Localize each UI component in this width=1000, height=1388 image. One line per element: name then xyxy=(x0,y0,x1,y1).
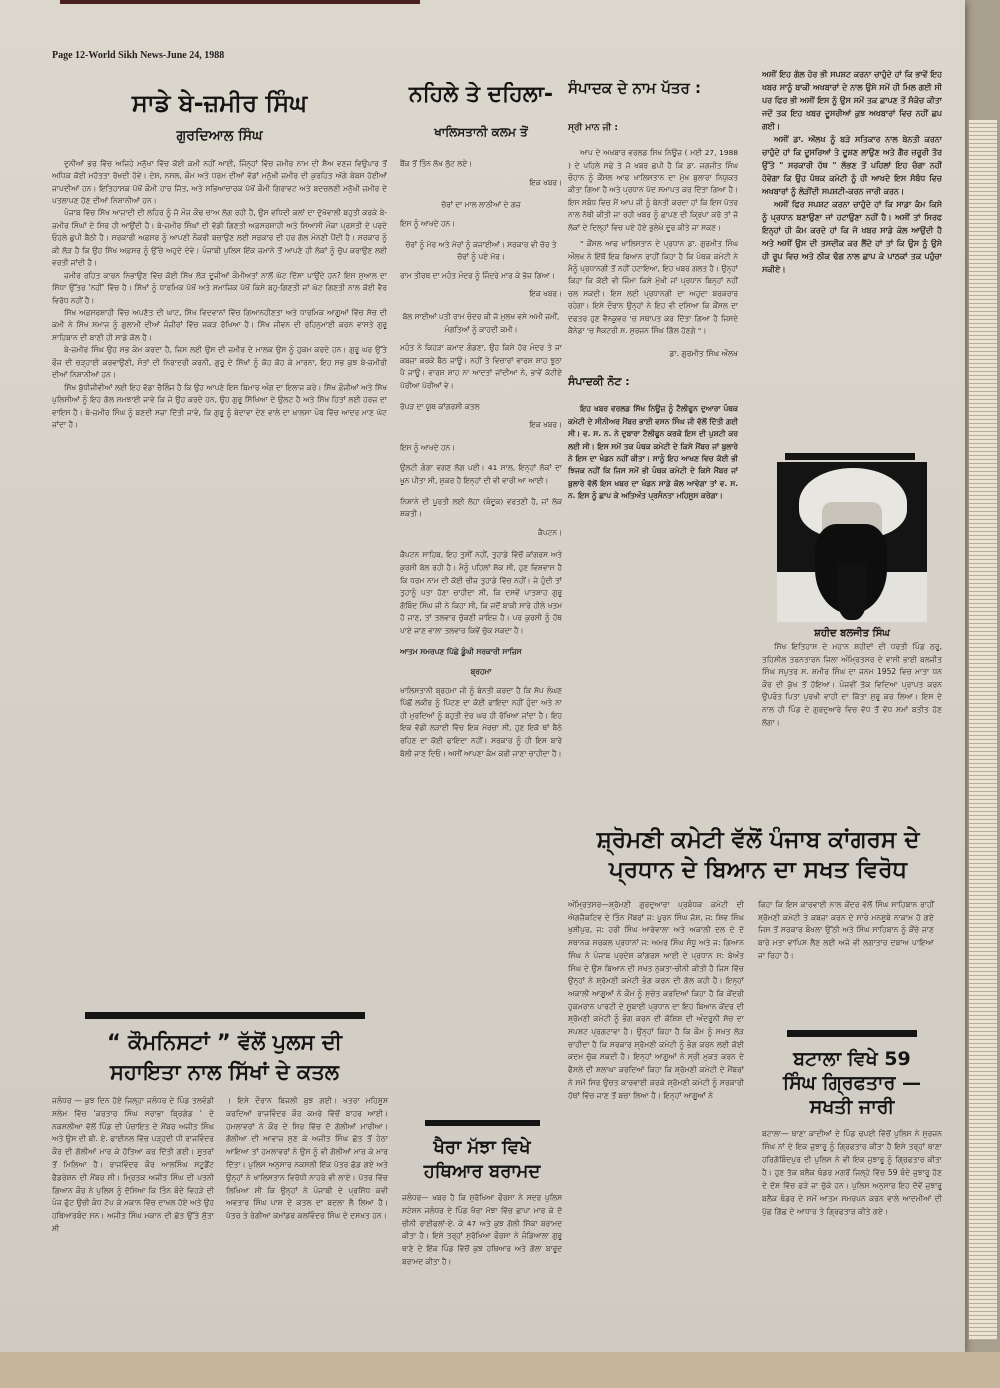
page-folio: Page 12-World Sikh News-June 24, 1988 xyxy=(52,50,225,61)
title-line: ਸਿੰਘ ਗ੍ਰਿਫਤਾਰ — xyxy=(782,1072,922,1094)
paragraph: ਸਿੱਖ ਅਫ਼ਸਰਸ਼ਾਹੀ ਵਿੱਚ ਅਪਣੱਤ ਦੀ ਘਾਟ, ਸਿੱਖ ਵਿਦਵਾਨਾਂ ਵਿੱਚ ਗਿਆਨਹੀਣਤਾ ਅਤੇ ਧਾਰਮਿਕ ਆਗੂਆਂ ਵਿੱਚ ਸੱਚ ਦੀ ਕਮੀ ਨੇ ਸਿੱਖ ਸਮਾਜ ਨੂੰ ਗੁਲਾਮੀ ਦੀਆਂ ਜੰਜ਼ੀਰਾਂ ਵਿੱਚ ਜਕੜ ਰੱਖਿਆ ਹੈ। ਸਿੱਖ ਜੀਵਨ ਦੀ ਰਹਿਨੁਮਾਈ ਕਰਨ ਵਾਸਤੇ ਗੁਰੂ ਸਾਹਿਬਾਨ ਦੀ ਬਾਣੀ ਹੀ ਸਾਡੇ ਕੋਲ ਹੈ। xyxy=(52,308,387,342)
column-snippet: ਰਾਮ ਤੀਰਥ ਦਾ ਮਹੰਤ ਮੰਦਰ ਨੂੰ ਜਿੰਦਰੇ ਮਾਰ ਕੇ ਭੱਜ ਗਿਆ। xyxy=(400,270,555,280)
article-title: ਸ਼੍ਰੋਮਣੀ ਕਮੇਟੀ ਵੱਲੋਂ ਪੰਜਾਬ ਕਾਂਗਰਸ ਦੇ ਪ੍ਰਧਾਨ ਦੇ ਬਿਆਨ ਦਾ ਸਖਤ ਵਿਰੋਧ xyxy=(596,827,920,883)
column-snippet: ਇਕ ਖਬਰ। xyxy=(529,177,562,187)
column-snippet: ਇਕ ਖਬਰ। xyxy=(529,420,562,430)
title-line: ਸਖਤੀ ਜਾਰੀ xyxy=(809,1096,895,1118)
photo-block xyxy=(762,462,942,807)
column-snippet: ਆਤਮ ਸਮਰਪਣ ਪਿੱਛੇ ਡੂੰਘੀ ਸਰਕਾਰੀ ਸਾਜ਼ਿਸ xyxy=(400,646,522,656)
article-title: ਨਹਿਲੇ ਤੇ ਦਹਿਲਾ- xyxy=(408,82,554,107)
divider-rule xyxy=(85,1012,365,1019)
photo-caption: ਸ਼ਹੀਦ ਬਲਜੀਤ ਸਿੰਘ xyxy=(814,628,890,639)
divider-rule xyxy=(785,453,915,460)
title-line: ਬਟਾਲਾ ਵਿਖੇ 59 xyxy=(793,1048,911,1070)
column-snippet: ਨਿਸ਼ਾਨੇ ਦੀ ਪੂਰਤੀ ਲਈ ਲੋਹਾ (ਬੰਦੂਕ) ਵਰਤਣੀ ਹੈ, ਜਾਂ ਲੋਕ ਸ਼ਕਤੀ। xyxy=(400,496,562,519)
column-snippet: ਰੋਪੜ ਦਾ ਯੂਥ ਕਾਂਗਰਸੀ ਕਤਲ xyxy=(400,401,480,411)
title-line: “ ਕੌਮਨਿਸਟਾਂ ” ਵੱਲੋਂ ਪੁਲਸ ਦੀ xyxy=(107,1030,342,1054)
column-snippet: ਇਸ ਨੂੰ ਆਖਦੇ ਹਨ। xyxy=(400,442,455,452)
article-title xyxy=(52,1027,397,1087)
divider-rule xyxy=(425,1120,540,1126)
editorial-note-heading: ਸੰਪਾਦਕੀ ਨੋਟ : xyxy=(568,375,630,389)
column-snippet: ਇਕ ਖਬਰ। xyxy=(529,289,562,299)
paragraph: ਦੁਨੀਆਂ ਭਰ ਵਿੱਚ ਅਜਿਹੇ ਮਨੁੱਖਾ ਵਿੱਚ ਕੋਈ ਕਮੀ ਨਹੀਂ ਆਈ, ਜਿੰਨ੍ਹਾਂ ਵਿੱਚ ਜ਼ਮੀਰ ਨਾਮ ਦੀ ਸ਼ੈਅ ਵਣਜ ਵਿਉਪਾਰ ਤੋਂ ਅਧਿਕ ਕੋਈ ਮਹੱਤਤਾ ਰੱਖਦੀ ਹੋਵੇ। ਦੇਸ਼, ਨਸਲ, ਕੌਮ ਅਤੇ ਧਰਮ ਦੀਆਂ ਵੱਡਾਂ ਮਨੁੱਖੀ ਜ਼ਮੀਰ ਦੀ ਕੁਰਹਿਤ ਅੱਗੇ ਬੇਬਸ ਹੋਈਆਂ ਜਾਪਦੀਆਂ ਹਨ। ਇਤਿਹਾਸਕ ਪੱਖੋਂ ਕੌਮੀ ਹਾਰ ਜਿੱਤ, ਅਤੇ ਸਭਿਆਚਾਰਕ ਪੱਖੋਂ ਕੌਮੀ ਗਿਰਾਵਟ ਅਤੇ ਬਦਚਲਣੀ ਮਨੁੱਖੀ ਜ਼ਮੀਰ ਦੇ ਪਤਲਾਪਣ ਹੋਣ ਦੀਆਂ ਨਿਸ਼ਾਨੀਆਂ ਹਨ। xyxy=(52,158,387,205)
column-snippet: ਕੈਪਟਨ। xyxy=(537,527,562,537)
column-snippet: ਬੋਲ ਸਾਈਆਂ ਪਤੀ ਰਾਮ ਚੰਦਰ ਕੀ ਜੋ ਮੁਲਖ ਵਸੇ ਅਮੀ ਜਮੀਂ, ਮੰਗਤਿਆਂ ਨੂੰ ਕਾਹਦੀ ਕਮੀ। xyxy=(402,312,560,334)
paragraph: ਸਿੱਖ ਬੁੱਧੀਜੀਵੀਆਂ ਲਈ ਇਹ ਵੱਡਾ ਚੈਲਿੰਜ ਹੈ ਕਿ ਉਹ ਆਪਣੇ ਇਸ ਬਿਮਾਰ ਅੰਗ ਦਾ ਇਲਾਜ ਕਰੇ। ਸਿੱਖ ਫ਼ੌਜੀਆਂ ਅਤੇ ਸਿੱਖ ਪੁਲਿਸੀਆਂ ਨੂੰ ਇਹ ਗੱਲ ਸਮਝਾਈ ਜਾਵੇ ਕਿ ਜੇ ਉਹ ਕਰਦੇ ਹਨ, ਉਹ ਗੁਰੂ ਸਿੱਖਿਆ ਦੇ ਉਲਟ ਹੈ ਅਤੇ ਸਿੱਖ ਹਿਤਾਂ ਲਈ ਹਰਜ਼ ਦਾ ਵਾਇਸ ਹੈ। ਬੇ-ਜ਼ਮੀਰ ਸਿੰਘ ਨੂੰ ਬਣਦੀ ਸਜ਼ਾ ਦਿੱਤੀ ਜਾਵੇ, ਕਿ ਗੁਰੂ ਨੂੰ ਬੇਦਾਵਾ ਦੇਣ ਵਾਲੇ ਦਾ ਖ਼ਾਲਸਾ ਪੰਥ ਵਿੱਚ ਆਦਰ ਮਾਣ ਘੱਟ ਜਾਂਦਾ ਹੈ। xyxy=(52,382,387,430)
title-line: ਸਹਾਇਤਾ ਨਾਲ ਸਿੱਖਾਂ ਦੇ ਕਤਲ xyxy=(109,1060,340,1084)
article-be-zameer-singh xyxy=(52,88,387,1003)
article-batala-arrests xyxy=(762,1030,942,1340)
paragraph: " ਕੌਂਸਲ ਆਫ ਖਾਲਿਸਤਾਨ ਦੇ ਪ੍ਰਧਾਨ ਡਾ. ਗੁਰਮੀਤ ਸਿੰਘ ਔਲਖ ਨੇ ਇੱਥੋਂ ਇਕ ਬਿਆਨ ਰਾਹੀਂ ਕਿਹਾ ਹੈ ਕਿ ਪੰਥਕ ਕਮੇਟੀ ਨੇ ਮੈਨੂੰ ਪ੍ਰਧਾਨਗੀ ਤੋਂ ਨਹੀਂ ਹਟਾਇਆ, ਇਹ ਖਬਰ ਗਲਤ ਹੈ। ਉਨ੍ਹਾਂ ਕਿਹਾ ਕਿ ਕੋਈ ਵੀ ਜਿੰਮਾ ਕਿਸੇ ਮੁੱਖੀ ਜਾਂ ਪ੍ਰਧਾਨ ਬਿਨ੍ਹਾਂ ਨਹੀਂ ਚਲ ਸਕਦੀ। ਇਸ ਲਈ ਪ੍ਰਧਾਨਗੀ ਦਾ ਅਹੁਦਾ ਬਰਕਰਾਰ ਰਹੇਗਾ। ਇਸੇ ਦੌਰਾਨ ਉਨ੍ਹਾਂ ਨੇ ਇਹ ਵੀ ਦਸਿਆ ਕਿ ਕੌਂਸਲ ਦਾ ਦਫਤਰ ਹੁਣ ਵੈਨਕੂਵਰ 'ਚ ਸਥਾਪਤ ਕਰ ਦਿੱਤਾ ਗਿਆ ਹੈ ਜਿਸਦੇ ਕੈਨੇਡਾ 'ਚ ਸੈਕਟਰੀ ਸ. ਸੁਰਜਨ ਸਿੰਘ ਗਿੱਲ ਹੋਣਗੇ "। xyxy=(568,239,738,335)
paragraph: ਅਸੀਂ ਇਹ ਗੱਲ ਹੋਰ ਭੀ ਸਪਸ਼ਟ ਕਰਨਾ ਚਾਹੁੰਦੇ ਹਾਂ ਕਿ ਭਾਵੇਂ ਇਹ ਖਬਰ ਸਾਨੂੰ ਬਾਕੀ ਅਖਬਾਰਾਂ ਦੇ ਨਾਲ ਉਸੇ ਸਮੇਂ ਹੀ ਮਿਲ ਗਈ ਸੀ ਪਰ ਫਿਰ ਭੀ ਅਸੀਂ ਇਸ ਨੂੰ ਉਸ ਸਮੇਂ ਤਕ ਛਾਪਣ ਤੋਂ ਸੰਕੋਚ ਕੀਤਾ ਜਦੋਂ ਤਕ ਇਹ ਖਬਰ ਦੂਸਰੀਆਂ ਕੁਝ ਅਖਬਾਰਾਂ ਵਿਚ ਨਹੀਂ ਛਪ ਗਈ। xyxy=(762,70,942,131)
paragraph: ਬੇ-ਜ਼ਮੀਰ ਸਿੰਘ ਉਹ ਸਭ ਕੰਮ ਕਰਦਾ ਹੈ, ਜਿਸ ਲਈ ਉਸ ਦੀ ਜ਼ਮੀਰ ਦੇ ਮਾਲਕ ਉਸ ਨੂੰ ਹੁਕਮ ਕਰਦੇ ਹਨ। ਗੁਰੂ ਘਰ ਉੱਤੇ ਫੌਜ ਦੀ ਚੜ੍ਹਾਈ ਕਰਵਾਉਣੀ, ਸੰਤਾਂ ਦੀ ਨਿਰਾਦਰੀ ਕਰਨੀ, ਗੁਰੂ ਦੇ ਸਿੱਖਾਂ ਨੂੰ ਕੋਹ ਕੋਹ ਕੇ ਮਾਰਨਾ, ਇਹ ਸਭ ਕੁਝ ਬੇ-ਜ਼ਮੀਰੀ ਦੀਆਂ ਨਿਸ਼ਾਨੀਆਂ ਹਨ। xyxy=(52,345,387,380)
divider-rule xyxy=(787,1030,917,1037)
article-letter-to-editor xyxy=(568,80,738,830)
article-body xyxy=(762,68,942,276)
top-edge-band xyxy=(60,0,420,4)
paragraph: ਅਸੀਂ ਫਿਰ ਸਪਸ਼ਟ ਕਰਨਾ ਚਾਹੁੰਦੇ ਹਾਂ ਕਿ ਸਾਡਾ ਕੰਮ ਕਿਸੇ ਨੂੰ ਪ੍ਰਧਾਨ ਬਣਾਉਣਾ ਜਾਂ ਹਟਾਉਣਾ ਨਹੀਂ ਹੈ। ਅਸੀਂ ਤਾਂ ਸਿਰਫ ਇਨ੍ਹਾਂ ਹੀ ਕੰਮ ਕਰਦੇ ਹਾਂ ਕਿ ਜੋ ਖਬਰ ਸਾਡੇ ਕੋਲ ਆਉਂਦੀ ਹੈ ਅਤੇ ਅਸੀਂ ਉਸ ਦੀ ਤਸਦੀਕ ਕਰ ਲੈਂਦੇ ਹਾਂ ਤਾਂ ਕਿ ਉਸ ਨੂੰ ਉਸੇ ਹੀ ਰੂਪ ਵਿਚ ਅਤੇ ਠੀਕ ਢੰਗ ਨਾਲ ਛਾਪ ਕੇ ਪਾਠਕਾਂ ਤਕ ਪਹੁੰਚਾ ਸਕੀਏ। xyxy=(762,200,942,274)
photo-text xyxy=(762,641,942,729)
paragraph: ਸਿੱਖ ਇਤਿਹਾਸ ਦੇ ਮਹਾਨ ਸ਼ਹੀਦਾਂ ਦੀ ਧਰਤੀ ਪਿੰਡ ਠਰੂ, ਤਹਿਸੀਲ ਤਰਨਤਾਰਨ ਜਿਲਾ ਅੰਮ੍ਰਿਤਸਰ ਦੇ ਵਾਸੀ ਭਾਈ ਬਲਜੀਤ ਸਿੰਘ ਸਪੁਤਰ ਸ. ਸ਼ਮੀਰ ਸਿੰਘ ਦਾ ਜਨਮ 1952 ਵਿਚ ਮਾਤਾ ਧਨ ਕੌਰ ਦੀ ਕੁੱਖ ਤੋਂ ਹੋਇਆ। ਪੰਜਵੀਂ ਤੱਕ ਵਿਦਿਆ ਪ੍ਰਾਪਤ ਕਰਨ ਉਪਰੰਤ ਪਿਤਾ ਪੁਰਖੀ ਵਾਹੀ ਦਾ ਕਿੱਤਾ ਸ਼ੁਰੂ ਕਰ ਲਿਆ। ਇਸ ਦੇ ਨਾਲ ਹੀ ਪਿੰਡ ਦੇ ਗੁਰਦੁਆਰੇ ਵਿਚ ਵੱਧ ਤੋਂ ਵੱਧ ਸਮਾਂ ਬਤੀਤ ਹੋਣ ਲੱਗਾ। xyxy=(762,642,942,727)
measuring-ruler xyxy=(968,120,997,1340)
column-snippet: ਕੈਪਟਨ ਸਾਹਿਬ, ਇਹ ਤੁਸੀਂ ਨਹੀਂ, ਤੁਹਾਡੇ ਵਿੱਚੋਂ ਕਾਂਗਰਸ ਅਤੇ ਕੁਰਸੀ ਬੋਲ ਰਹੀ ਹੈ। ਮੈਨੂੰ ਪਹਿਲਾਂ ਸ਼ੱਕ ਸੀ, ਹੁਣ ਵਿਸ਼ਵਾਸ ਹੈ ਕਿ ਧਰਮ ਨਾਮ ਦੀ ਕੋਈ ਚੀਜ਼ ਤੁਹਾਡੇ ਵਿੱਚ ਨਹੀਂ। ਜੇ ਹੁੰਦੀ ਤਾਂ ਤੁਹਾਨੂੰ ਪਤਾ ਹੋਣਾ ਚਾਹੀਦਾ ਸੀ, ਕਿ ਦਸਵੇਂ ਪਾਤਸ਼ਾਹ ਗੁਰੂ ਗੋਬਿੰਦ ਸਿੰਘ ਜੀ ਨੇ ਕਿਹਾ ਸੀ, ਕਿ ਜਦੋਂ ਬਾਕੀ ਸਾਰੇ ਹੀਲੇ ਖਤਮ ਹੋ ਜਾਣ, ਤਾਂ ਤਲਵਾਰ ਚੁੱਕਣੀ ਜਾਇਜ਼ ਹੈ। ਪਰ ਕੁਰਸੀ ਨੂੰ ਹੱਥ ਪਾਏ ਜਾਣ ਵਾਲਾ ਤਲਵਾਰ ਕਿਵੇਂ ਚੁੱਕ ਸਕਦਾ ਹੈ। xyxy=(400,550,562,635)
article-body: ਬਟਾਲਾ— ਥਾਣਾ ਕਾਦੀਆਂ ਦੇ ਪਿੰਡ ਢਪਈ ਵਿੱਚੋਂ ਪੁਲਿਸ ਨੇ ਸੁਰਜਨ ਸਿੰਘ ਨਾਂ ਦੇ ਇਕ ਜੁਝਾਰੂ ਨੂੰ ਗ੍ਰਿਫਤਾਰ ਕੀਤਾ ਹੈ ਇਸੇ ਤਰ੍ਹਾਂ ਥਾਣਾ ਹਰਿਗੋਬਿੰਦਪੁਰ ਦੀ ਪੁਲਿਸ ਨੇ ਵੀ ਇਕ ਜੁਝਾਰੂ ਨੂੰ ਗ੍ਰਿਫਤਾਰ ਕੀਤਾ ਹੈ। ਹੁਣ ਤੱਕ ਬਲੈਕ ਥੰਡਰ ਮਗਰੋਂ ਜਿਲ੍ਹੇ ਵਿੱਚ 59 ਬੰਦੇ ਜੁਝਾਰੂ ਹੋਣ ਦੇ ਦੋਸ਼ ਵਿੱਚ ਫੜੇ ਜਾ ਚੁੱਕੇ ਹਨ। ਪੁਲਿਸ ਅਨੁਸਾਰ ਇਹ ਦੋਵੇਂ ਜੁਝਾਰੂ ਬਲੈਕ ਥੰਡਰ ਦੇ ਸਮੇਂ ਆਤਮ ਸਮਰਪਨ ਕਰਨ ਵਾਲੇ ਆਦਮੀਆਂ ਦੀ ਪੁੱਛ ਗਿੱਛ ਦੇ ਆਧਾਰ ਤੇ ਗ੍ਰਿਫਤਾਰ ਕੀਤੇ ਗਏ। xyxy=(762,1129,942,1216)
article-nahile-te-dahila xyxy=(400,82,562,1102)
article-body: ਜਲੰਧਰ— ਖਬਰ ਹੈ ਕਿ ਸੁਰੱਖਿਆ ਫੌਰਸਾ ਨੇ ਸਦਰ ਪੁਲਿਸ ਸਟੇਸ਼ਨ ਜਲੰਧਰ ਦੇ ਪਿੰਡ ਖੈਰਾ ਮੱਝਾ ਵਿੱਚ ਛਾਪਾ ਮਾਰ ਕੇ ਦੋ ਚੀਨੀ ਰਾਈਫਲਾਂ-ਏ. ਕੇ 47 ਅਤੇ ਕੁਝ ਗੋਲੀ ਸਿੱਕਾ ਬਰਾਮਦ ਕੀਤਾ ਹੈ। ਇਸੇ ਤਰ੍ਹਾਂ ਸੁਰੱਖਿਆ ਫੌਰਸਾ ਨੇ ਜੰਡਿਆਲਾ ਗੁਰੂ ਥਾਣੇ ਦੇ ਇੱਕ ਪਿੰਡ ਵਿੱਚੋਂ ਕੁਝ ਹਥਿਆਰ ਅਤੇ ਗੋਲਾ ਬਾਰੂਦ ਬਰਾਮਦ ਕੀਤਾ ਹੈ। xyxy=(402,1193,562,1266)
article-letter-continued xyxy=(762,68,942,448)
article-body-col1: ਅੰਮ੍ਰਿਤਸਰ—ਸ਼੍ਰੋਮਣੀ ਗੁਰਦੁਆਰਾ ਪ੍ਰਬੰਧਕ ਕਮੇਟੀ ਦੀ ਐਗਜ਼ੈਕਟਿਵ ਦੇ ਤਿੰਨ ਮੈਂਬਰਾਂ ਜ: ਪੂਰਨ ਸਿੰਘ ਜੋਸ਼, ਜ: ਸ਼ਿਵ ਸਿੰਘ ਖੁਸ਼ੀਪੁਰ, ਜ: ਹਰੀ ਸਿੰਘ ਆਰੇਵਾਲਾ ਅਤੇ ਅਕਾਲੀ ਦਲ ਦੇ ਦੋ ਸਥਾਨਕ ਸਰਕਲ ਪ੍ਰਧਾਨਾਂ ਜ: ਅਮਰ ਸਿੰਘ ਸੰਧੂ ਅਤੇ ਜ: ਗਿਆਨ ਸਿੰਘ ਨੇ ਪੰਜਾਬ ਪ੍ਰਦੇਸ਼ ਕਾਂਗਰਸ ਆਈ ਦੇ ਪ੍ਰਧਾਨ ਸ: ਬੇਅੰਤ ਸਿੰਘ ਦੇ ਉਸ ਬਿਆਨ ਦੀ ਸਖਤ ਨੁਕਤਾ-ਚੀਨੀ ਕੀਤੀ ਹੈ ਜਿਸ ਵਿੱਚ ਉਨ੍ਹਾਂ ਨੇ ਸ਼੍ਰੋਮਣੀ ਕਮੇਟੀ ਭੰਗ ਕਰਨ ਦੀ ਗੱਲ ਕਹੀ ਹੈ। ਇਨ੍ਹਾਂ ਅਕਾਲੀ ਆਗੂਆਂ ਨੇ ਕੌਮ ਨੂੰ ਸੁਚੇਤ ਕਰਦਿਆਂ ਕਿਹਾ ਹੈ ਕਿ ਕੇਂਦਰੀ ਹੁਕਮਰਾਨ ਪਾਰਟੀ ਦੇ ਸੂਬਾਈ ਪ੍ਰਧਾਨ ਦਾ ਇਹ ਬਿਆਨ ਕੇਂਦਰ ਦੀ ਸ਼੍ਰੋਮਣੀ ਕਮੇਟੀ ਨੂੰ ਭੰਗ ਕਰਨ ਦੀ ਕੋਸ਼ਿਸ਼ ਦੀ ਅੰਦਰੂਨੀ ਸੋਚ ਦਾ ਸਪਸ਼ਟ ਪ੍ਰਗਟਾਵਾ ਹੈ। ਉਨ੍ਹਾਂ ਕਿਹਾ ਹੈ ਕਿ ਕੌਮ ਨੂੰ ਸਖਤ ਲੋੜ ਚਾਹੀਦਾ ਹੈ ਕਿ ਸਰਕਾਰ ਸ਼੍ਰੋਮਣੀ ਕਮੇਟੀ ਨੂੰ ਭੰਗ ਕਰਨ ਲਈ ਕੋਈ ਕਦਮ ਚੁੱਕ ਸਕਦੀ ਹੈ। ਇਨ੍ਹਾਂ ਆਗੂਆਂ ਨੇ ਸ੍ਰੀ ਮੁਕਤ ਕਰਨ ਦੇ ਫੈਸਲੇ ਦੀ ਸ਼ਲਾਘਾ ਕਰਦਿਆਂ ਕਿਹਾ ਕਿ ਸ਼੍ਰੋਮਣੀ ਕਮੇਟੀ ਦੇ ਮੈਂਬਰਾਂ ਨੇ ਸਮੇਂ ਸਿਰ ਉਚਤ ਕਾਰਵਾਈ ਕਰਕੇ ਸ਼੍ਰੋਮਣੀ ਕਮੇਟੀ ਨੂੰ ਸਰਕਾਰੀ ਹੱਥਾਂ ਵਿੱਚ ਜਾਣ ਤੋਂ ਬਚਾ ਲਿਆ ਹੈ। ਇਨ੍ਹਾਂ ਆਗੂਆਂ ਨੇ xyxy=(568,900,744,1100)
portrait-photo xyxy=(777,462,927,622)
paragraph: ਇਹ ਖਬਰ ਵਰਲਡ ਸਿੱਖ ਨਿਊਜ਼ ਨੂੰ ਟੈਲੀਫੂਨ ਦੁਆਰਾ ਪੰਥਕ ਕਮੇਟੀ ਦੇ ਸੀਨੀਅਰ ਮੈਂਬਰ ਭਾਈ ਵਸਨ ਸਿੰਘ ਜੀ ਵੱਲੋਂ ਦਿੱਤੀ ਗਈ ਸੀ। ਵ. ਸ. ਨ. ਨੇ ਦੁਬਾਰਾ ਟੈਲੀਫੂਨ ਕਰਕੇ ਇਸ ਦੀ ਪੁਸ਼ਟੀ ਕਰ ਲਈ ਸੀ। ਇਸ ਸਮੇਂ ਤਕ ਪੰਥਕ ਕਮੇਟੀ ਦੇ ਕਿਸੇ ਮੈਂਬਰ ਜਾਂ ਬੁਲਾਰੇ ਨੇ ਇਸ ਦਾ ਖੰਡਨ ਨਹੀਂ ਕੀਤਾ। ਸਾਨੂੰ ਇਹ ਆਖਣ ਵਿਚ ਕੋਈ ਭੀ ਝਿਜਕ ਨਹੀਂ ਕਿ ਜਿਸ ਸਮੇਂ ਭੀ ਪੰਥਕ ਕਮੇਟੀ ਦੇ ਕਿਸੇ ਮੈਂਬਰ ਜਾਂ ਬੁਲਾਰੇ ਵੱਲੋਂ ਇਸ ਖਬਰ ਦਾ ਖੰਡਨ ਸਾਡੇ ਕੋਲ ਆਵੇਗਾ ਤਾਂ ਵ. ਸ. ਨ. ਇਸ ਨੂੰ ਛਾਪ ਕੇ ਅਤਿਅੰਤ ਪ੍ਰਸੰਨਤਾ ਮਹਿਸੂਸ ਕਰੇਗਾ। xyxy=(568,404,738,501)
column-snippet: ਚੋਰਾਂ ਨੂੰ ਮੋਰ ਅਤੇ ਮੋਰਾਂ ਨੂੰ ਕਜਾਈਆਂ। ਸਰਕਾਰ ਵੀ ਚੋਰ ਤੇ ਚੋਰਾਂ ਨੂੰ ਪਏ ਮੋਰ। xyxy=(405,239,557,262)
paragraph: ਆਪ ਦੇ ਅਖਬਾਰ ਵਰਲਡ ਸਿਖ ਨਿਊਜ਼ ( ਮਈ 27, 1988 ) ਦੇ ਪਹਿਲੇ ਸਫੇ ਤੇ ਜੋ ਖਬਰ ਛਪੀ ਹੈ ਕਿ ਡਾ. ਜਗਜੀਤ ਸਿੰਘ ਚੌਹਾਨ ਨੂੰ ਕੌਂਸਲ ਆਫ ਖਾਲਿਸਤਾਨ ਦਾ ਮੁੱਖ ਬੁਲਾਰਾ ਨਿਯੁਕਤ ਕੀਤਾ ਗਿਆ ਹੈ ਅਤੇ ਪ੍ਰਧਾਨ ਪੱਦ ਸਮਾਪਤ ਕਰ ਦਿੱਤਾ ਗਿਆ ਹੈ। ਇਸ ਸਬੰਧ ਵਿਚ ਮੈਂ ਆਪ ਜੀ ਨੂੰ ਬੇਨਤੀ ਕਰਦਾ ਹਾਂ ਕਿ ਇਸ ਪੱਤਰ ਨਾਲ ਨੱਥੀ ਕੀਤੀ ਜਾ ਰਹੀ ਖਬਰ ਨੂੰ ਛਾਪਣ ਦੀ ਕ੍ਰਿਪਾ ਕਰੋ ਤਾਂ ਜੋ ਲੋਕਾਂ ਦੇ ਦਿਲ੍ਹਾਂ ਵਿਚ ਪਏ ਹੋਏ ਭੁਲੇਖੇ ਦੂਰ ਕੀਤੇ ਜਾ ਸਕਣ। xyxy=(568,148,738,232)
editorial-note-body xyxy=(568,403,738,502)
article-khaira-majha-weapons xyxy=(402,1120,562,1345)
paragraph: ਕਿਹਾ ਕਿ ਇਸ ਕਾਰਵਾਈ ਨਾਲ ਕੇਂਦਰ ਵੱਲੋਂ ਸਿੰਘ ਸਾਹਿਬਾਨ ਰਾਹੀਂ ਸ਼੍ਰੋਮਣੀ ਕਮੇਟੀ ਤੇ ਕਬਜ਼ਾ ਕਰਨ ਦੇ ਸਾਰੇ ਮਨਸੂਬੇ ਨਾਕਾਮ ਹੋ ਗਏ ਜਿਸ ਤੋਂ ਸਰਕਾਰ ਬੌਖਲਾ ਉੱਠੀ ਅਤੇ ਸਿੰਘ ਸਾਹਿਬਾਨ ਨੂੰ ਕੌਂਚੇ ਜਾਣ ਬਾਰੇ ਮਤਾ ਵਾਪਿਸ ਲੈਣ ਲਈ ਅਜੇ ਵੀ ਲਗਾਤਾਰ ਦਬਾਅ ਪਾਇਆ ਜਾ ਰਿਹਾ ਹੈ। xyxy=(758,900,934,960)
column-snippet: ਮਹੰਤ ਨੇ ਕਿਹੜਾ ਕਮਾਦ ਗੰਡਣਾ, ਉਹ ਕਿਸੇ ਹੋਰ ਮੰਦਰ ਤੇ ਜਾ ਕਬਜ਼ਾ ਕਰਕੇ ਬੈਠ ਜਾਊ। ਨਹੀਂ ਤੇ ਵਿਚਾਰਾਂ ਵਾਰਸ਼ ਸ਼ਾਹ ਝੂਠਾ ਪੈ ਜਾਊ। ਵਾਰਸ਼ ਸ਼ਾਹ ਨਾ ਆਦਤਾਂ ਜਾਂਦੀਆ ਨੇ, ਭਾਵੇਂ ਕੱਟੀਏ ਪੋਰੀਆ ਪੋਰੀਆਂ ਵੇ। xyxy=(400,343,562,391)
column-snippet: ਬੈਂਕ ਤੋਂ ਤਿੰਨ ਲੱਖ ਲੁੱਟ ਲਏ। xyxy=(400,159,473,169)
article-body xyxy=(568,147,738,337)
article-body xyxy=(52,158,387,432)
table-surface xyxy=(0,1352,1000,1388)
article-body-col1: ਜਲੰਧਰ — ਕੁਝ ਦਿਨ ਹੋਏ ਜਿਲ੍ਹਾ ਜਲੰਧਰ ਦੇ ਪਿੰਡ ਤਲਵੰਡੀ ਸਲੇਮ ਵਿੱਚ 'ਕਰਤਾਰ ਸਿੰਘ ਸਰਾਭਾ ਬ੍ਰਿਗੇਡ ' ਦੇ ਨਕਸਲੀਆ ਵੱਲੋਂ ਪਿੰਡ ਦੀ ਪੰਚਾਇਤ ਦੇ ਮੈਂਬਰ ਅਜੀਤ ਸਿੰਘ ਅਤੇ ਉਸ ਦੀ ਬੀ. ਏ. ਫਾਈਨਲ ਵਿੱਚ ਪੜ੍ਹਦੀ ਧੀ ਰਾਜਵਿੰਦਰ ਕੌਰ ਦੀ ਗੋਲੀਆਂ ਮਾਰ ਕੇ ਹੱਤਿਆ ਕਰ ਦਿੱਤੀ ਗਈ। ਸੂਤਰਾਂ ਤੋਂ ਮਿਲਿਆ ਹੈ। ਰਾਜਵਿੰਦਰ ਕੌਰ ਆਲਸਿੰਘ ਸਟੂਡੈਂਟ ਫੈਡਰੇਸ਼ਨ ਦੀ ਮੈਂਬਰ ਸੀ। ਮ੍ਰਿਤਕ ਅਜੀਤ ਸਿੰਘ ਦੀ ਪਤਨੀ ਗਿਆਨ ਕੌਰ ਨੇ ਪੁਲਿਸ ਨੂੰ ਦੱਸਿਆ ਕਿ ਤਿੰਨ ਬੰਦੇ ਵਿਹੜੇ ਦੀ ਪੰਜ ਫੁੱਟ ਉਚੀ ਕੰਧ ਟੱਪ ਕੇ ਮਕਾਨ ਵਿੱਚ ਦਾਖਲ ਹੋਏ ਅਤੇ ਉਹ ਹਥਿਆਰਬੰਦ ਸਨ। ਅਜੀਤ ਸਿੰਘ ਮਕਾਨ ਦੀ ਛੱਤ ਉੱਤੇ ਸੁੱਤਾ ਸੀ xyxy=(52,1096,214,1233)
paragraph: ਜ਼ਮੀਰ ਰਹਿਤ ਕਾਰਨ ਨਿਭਾਉਣ ਵਿੱਚ ਕੋਈ ਸਿੱਖ ਲੋੜ ਦੂਜੀਆਂ ਕੌਮੀਅਤਾਂ ਨਾਲੋਂ ਘੱਟ ਦਿੱਸਾ ਪਾਉਂਦੇ ਹਨ? ਇਸ ਸੁਆਲ ਦਾ ਸਿੱਧਾ ਉੱਤਰ 'ਨਹੀਂ' ਵਿੱਚ ਹੈ। ਸਿੱਖਾਂ ਨੂੰ ਧਾਰਮਿਕ ਪੱਖੋਂ ਅਤੇ ਸਮਾਜਿਕ ਪੱਖੋਂ ਕਿਸੇ ਬਹੁ-ਗਿਣਤੀ ਜਾਂ ਘੱਟ ਗਿਣਤੀ ਨਾਲ ਕੋਈ ਵੈਰ ਵਿਰੋਧ ਨਹੀਂ ਹੈ। xyxy=(52,270,387,305)
paragraph: ਅਸੀਂ ਡਾ. ਔਲਖ ਨੂੰ ਬੜੇ ਸਤਿਕਾਰ ਨਾਲ ਬੇਨਤੀ ਕਰਨਾ ਚਾਹੁੰਦੇ ਹਾਂ ਕਿ ਦੂਸਰਿਆਂ ਤੇ ਦੂਸ਼ਣ ਲਾਉਣ ਅਤੇ ਗੈਰ ਜ਼ਰੂਰੀ ਤੌਰ ਉੱਤੇ " ਸਰਕਾਰੀ ਹੱਥ " ਲੱਭਣ ਤੋਂ ਪਹਿਲਾਂ ਇਹ ਚੰਗਾ ਨਹੀਂ ਹੋਵੇਗਾ ਕਿ ਉਹ ਪੰਥਕ ਕਮੇਟੀ ਨੂੰ ਹੀ ਆਖਦੇ ਇਸ ਸੰਬੰਧ ਵਿਚ ਅਖਬਾਰਾਂ ਨੂੰ ਲੋੜੀਂਦੀ ਸਪਸ਼ਟੀ-ਕਰਨ ਜਾਰੀ ਕਰਨ। xyxy=(762,135,942,196)
paragraph: ਪੰਜਾਬ ਵਿੱਚ ਸਿੱਖ ਆਜ਼ਾਦੀ ਦੀ ਲਹਿਰ ਨੂੰ ਜੋ ਮੌਜ ਕੌਢ ਚਾਅ ਲੱਗ ਰਹੀ ਹੈ, ਉਸ ਵਧਿਦੀ ਕਲਾਂ ਦਾ ਦੁੱਖੋਵਾਲੀ ਬਹੁਤੀ ਕਰਕੇ ਬੇ-ਜ਼ਮੀਰ ਸਿੰਘਾਂ ਦੇ ਸਿਰ ਹੀ ਆਉਂਦੀ ਹੈ। ਬੇ-ਜ਼ਮੀਰ ਸਿੰਘਾਂ ਦੀ ਵੱਡੀ ਗਿਣਤੀ ਅਫ਼ਸਰਸ਼ਾਹੀ ਅਤੇ ਸਿਆਸੀ ਮੌਕਾ ਪ੍ਰਸਤੀ ਦੇ ਪਰਦੇ ਓਹਲੇ ਛੁਪੀ ਬੈਠੀ ਹੈ। ਸਰਕਾਰੀ ਅਫ਼ਸਰ ਨੂੰ ਆਪਣੀ ਨੌਕਰੀ ਬਚਾਉਣ ਲਈ ਸਰਕਾਰ ਦੀ ਹਰ ਗੱਲ ਮੰਨਣੀ ਪੈਂਦੀ ਹੈ। ਸਰਕਾਰ ਨੂੰ ਕੀ ਲੋੜ ਹੈ ਕਿ ਉਹ ਸਿੱਖ ਅਫ਼ਸਰ ਨੂੰ ਉੱਚੇ ਅਹੁਦੇ ਦੇਵੇ। ਪੰਜਾਬੀ ਪੁਲਿਸ ਇੱਕ ਜ਼ਮਾਨੇ ਤੋਂ ਆਪਣੇ ਹੀ ਲੋਕਾਂ ਨੂੰ ਚੁੱਪ ਕਰਾਉਣ ਲਈ ਵਰਤੀ ਜਾਂਦੀ ਹੈ। xyxy=(52,208,387,268)
article-title: ਸੰਪਾਦਕ ਦੇ ਨਾਮ ਪੱਤਰ : xyxy=(568,80,702,97)
article-body xyxy=(400,158,562,760)
title-line: ਖੈਰਾ ਮੱਝਾ ਵਿਖੇ xyxy=(433,1137,531,1158)
article-body-col2: । ਇਸੇ ਦੌਰਾਨ ਬਿਜਲੀ ਬੁਝ ਗਈ। ਖਤਰਾ ਮਹਿਸੂਸ ਕਰਦਿਆਂ ਰਾਜਵਿੰਦਰ ਕੌਰ ਕਮਰੇ ਵਿੱਚੋਂ ਬਾਹਰ ਆਈ। ਹਮਲਾਵਰਾਂ ਨੇ ਕੌਰ ਦੇ ਸਿਰ ਵਿੱਚ ਦੋ ਗੋਲੀਆਂ ਮਾਰੀਆ। ਗੋਲੀਆ ਦੀ ਆਵਾਜ਼ ਸੁਣ ਕੇ ਅਜੀਤ ਸਿੰਘ ਛੱਤ ਤੋਂ ਹੇਠਾ ਆਇਆ ਤਾਂ ਹਮਲਾਵਰਾਂ ਨੇ ਉਸ ਨੂੰ ਵੀ ਗੋਲੀਆਂ ਮਾਰ ਕੇ ਮਾਰ ਦਿੱਤਾ। ਪੁਲਿਸ ਅਨੁਸਾਰ ਨਕਸਲੀ ਇੱਕ ਪੱਤਰ ਛੱਡ ਗਏ ਅਤੇ ਉਨ੍ਹਾਂ ਨੇ ਖਾਲਿਸਤਾਨ ਵਿਰੋਧੀ ਨਾਹਰੇ ਵੀ ਲਾਏ। ਪੱਤਰ ਵਿੱਚ ਲਿਖਿਆ ਸੀ ਕਿ ਉਨ੍ਹਾਂ ਨੇ ਪੰਜਾਬੀ ਦੇ ਪ੍ਰਸਿੱਧ ਕਵੀ ਅਵਤਾਰ ਸਿੰਘ ਪਾਸ਼ ਦੇ ਕਤਲ ਦਾ ਬਦਲਾ ਲੈ ਲਿਆ ਹੈ। ਪੱਤਰ ਤੇ ਰੇਗੀਆ ਕਮਾਂਡਰ ਕਲਵਿੰਦਰ ਸਿੰਘ ਦੇ ਦਸਖਤ ਹਨ। xyxy=(226,1096,388,1221)
column-snippet: ਚੋਰਾਂ ਦਾ ਮਾਲ ਲਾਠੀਆਂ ਦੇ ਗਜ਼ xyxy=(441,200,521,210)
article-byline: ਗੁਰਦਿਆਲ ਸਿੰਘ xyxy=(176,127,263,144)
article-columns xyxy=(52,1095,397,1236)
article-communists-killings xyxy=(52,1012,397,1347)
column-snippet: ਉਲਟੀ ਗੰਗਾ ਵਗਣ ਲੱਗ ਪਈ। 41 ਸਾਲ, ਇਨ੍ਹਾਂ ਲੋਕਾਂ ਦਾ ਖੂਨ ਪੀਤਾ ਸੀ, ਸ਼ੁਕਰ ਹੈ ਇਨ੍ਹਾਂ ਦੀ ਵੀ ਵਾਰੀ ਆ ਆਈ। xyxy=(400,463,562,485)
article-byline: ਖਾਲਿਸਤਾਨੀ ਕਲਮ ਤੋਂ xyxy=(434,125,528,140)
column-snippet: ਖਾਲਿਸਤਾਨੀ ਬ੍ਰਹਮਾ ਜੀ ਨੂੰ ਬੇਨਤੀ ਕਰਦਾ ਹੈ ਕਿ ਸੱਪ ਲੰਘਣ ਪਿੱਛੋਂ ਲਕੀਰ ਨੂੰ ਪਿੱਟਣ ਦਾ ਕੋਈ ਫਾਇਦਾ ਨਹੀਂ ਹੁੰਦਾ ਅਤੇ ਨਾ ਹੀ ਮੁਰਦਿਆਂ ਨੂੰ ਬਹੁਤੀ ਦੇਰ ਘਰ ਹੀ ਰੱਖਿਆ ਜਾਂਦਾ ਹੈ। ਇਹ ਇਕ ਵੱਡੀ ਲੜਾਈ ਵਿੱਚ ਇਕ ਮੋਰਚਾ ਸੀ, ਹੁਣ ਇਕੋ ਥਾਂ ਬੈਠੇ ਰਹਿਣ ਦਾ ਕੋਈ ਫਾਇਦਾ ਨਹੀਂ। ਸਰਕਾਰ ਨੂੰ ਹੀ ਇਸ ਬਾਰੇ ਬੋਲੀ ਜਾਣ ਦਿਓ। ਅਸੀਂ ਆਪਣਾ ਕੰਮ ਕਰੀ ਜਾਣਾ ਚਾਹੀਦਾ ਹੈ। xyxy=(400,685,562,758)
title-line: ਹਥਿਆਰ ਬਰਾਮਦ xyxy=(423,1161,541,1182)
column-snippet: ਇਸ ਨੂੰ ਆਖਦੇ ਹਨ। xyxy=(400,219,455,229)
column-snippet: ਬ੍ਰਹਮਾ xyxy=(470,667,492,677)
article-title: ਸਾਡੇ ਬੇ-ਜ਼ਮੀਰ ਸਿੰਘ xyxy=(131,89,308,117)
letter-signature: ਡਾ. ਗੁਰਮੀਤ ਸਿੰਘ ਔਲਖ xyxy=(669,349,738,359)
article-title xyxy=(762,1047,942,1119)
salutation: ਸ੍ਰੀ ਮਾਨ ਜੀ : xyxy=(568,123,618,134)
article-title xyxy=(402,1136,562,1184)
